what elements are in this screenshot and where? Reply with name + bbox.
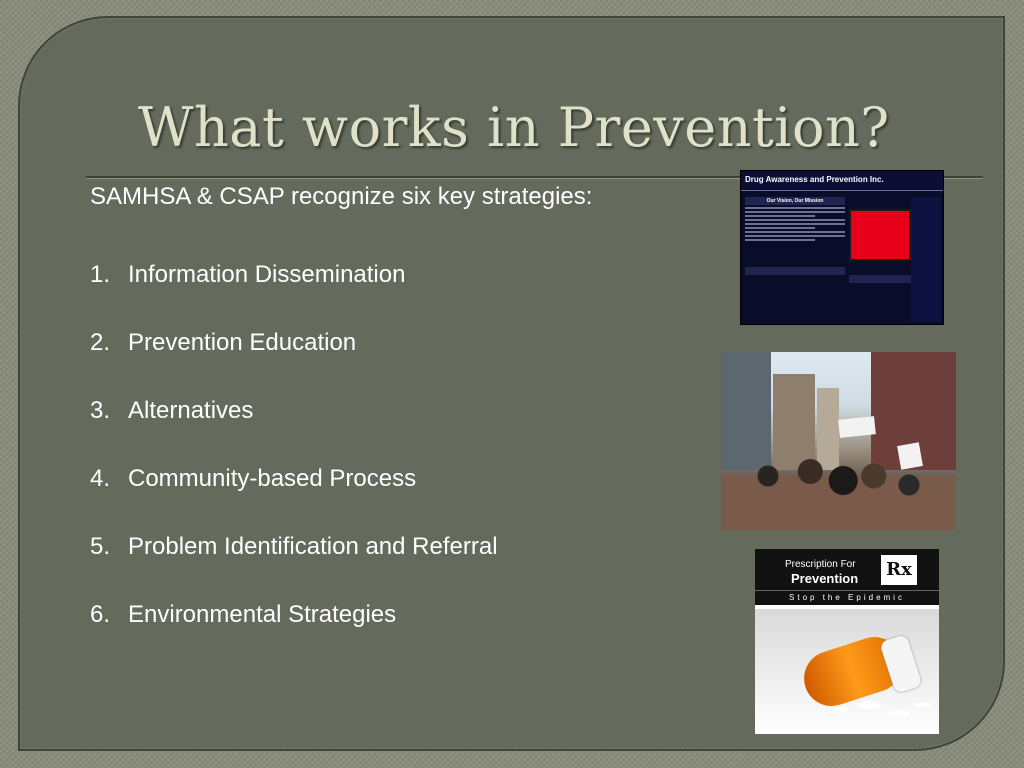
prescription-line2: Prevention [791, 571, 859, 586]
list-number: 3. [90, 397, 111, 424]
website-screenshot-image [740, 170, 944, 325]
prescription-line1: Prescription For [785, 559, 856, 570]
list-item [90, 598, 710, 632]
website-sidebar-header [849, 275, 911, 283]
list-label: Prevention Education [128, 329, 357, 356]
website-section-title: Our Vision, Our Mission [745, 197, 845, 205]
list-item [90, 394, 710, 428]
list-item [90, 258, 710, 292]
list-number: 4. [90, 465, 111, 492]
website-sidebar [911, 197, 941, 322]
list-label: Problem Identification and Referral [128, 533, 498, 560]
prescription-tagline: Stop the Epidemic [755, 590, 939, 604]
website-column [745, 197, 845, 243]
rx-icon: Rx [881, 555, 917, 585]
strategy-list [90, 258, 710, 632]
list-label: Community-based Process [128, 465, 417, 492]
slide-content [90, 180, 710, 666]
list-label: Environmental Strategies [128, 601, 397, 628]
protest-sign [838, 416, 876, 438]
protest-sign [897, 442, 923, 469]
list-item [90, 530, 710, 564]
list-label: Information Dissemination [128, 261, 406, 288]
list-item [90, 462, 710, 496]
pills-icon [815, 689, 935, 729]
prescription-prevention-image [755, 549, 939, 734]
slide-title: What works in Prevention? [138, 96, 890, 159]
list-label: Alternatives [128, 397, 254, 424]
list-number: 5. [90, 533, 111, 560]
list-number: 1. [90, 261, 111, 288]
website-red-banner [849, 209, 911, 261]
website-header: Drug Awareness and Prevention Inc. [741, 171, 943, 191]
website-bar [745, 267, 845, 275]
street-rally-photo [721, 352, 956, 530]
prescription-banner [755, 549, 939, 605]
list-number: 2. [90, 329, 111, 356]
intro-text: SAMHSA & CSAP recognize six key strategies: [90, 183, 593, 210]
list-item [90, 326, 710, 360]
list-number: 6. [90, 601, 111, 628]
